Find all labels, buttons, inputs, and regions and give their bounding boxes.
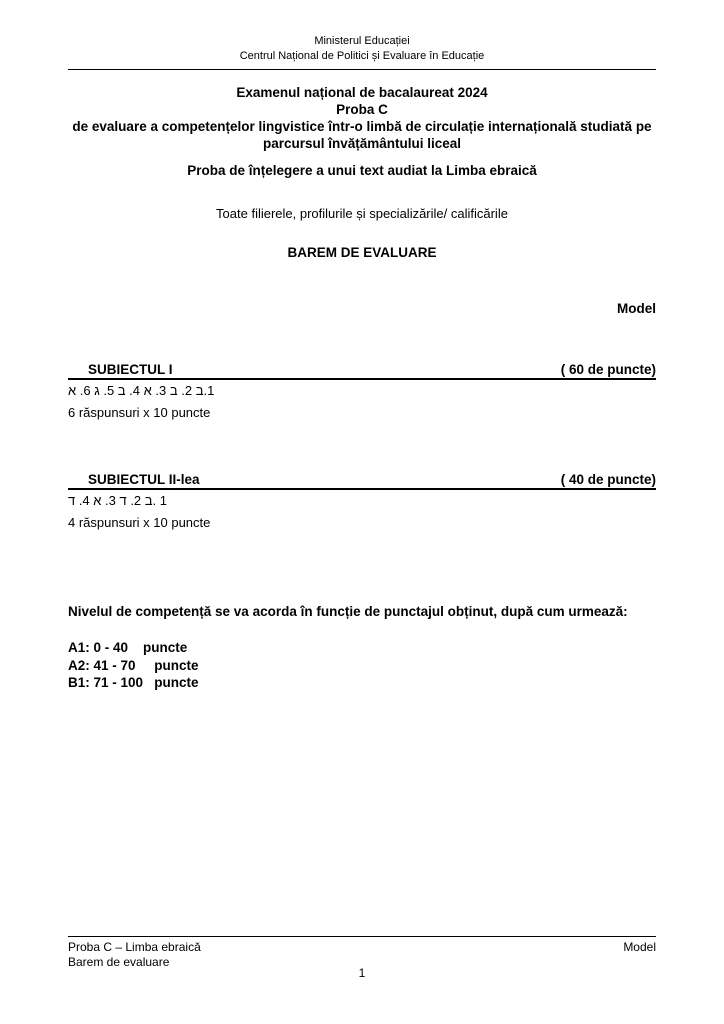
exam-profiles: Toate filierele, profilurile și specializările/ calificările xyxy=(216,206,508,221)
document-header xyxy=(68,34,656,64)
page-number: 1 xyxy=(358,966,366,980)
barem-heading: BAREM DE EVALUARE xyxy=(287,245,437,260)
subject1-title: SUBIECTUL I xyxy=(88,362,173,377)
subject2-points: ( 40 de puncte) xyxy=(560,472,656,487)
level-b1: B1: 71 - 100 puncte xyxy=(68,675,199,690)
model-label: Model xyxy=(617,301,656,316)
levels-intro: Nivelul de competență se va acorda în funcție de punctajul obținut, după cum urmează: xyxy=(68,604,628,619)
exam-test-type: Proba de înțelegere a unui text audiat la Limba ebraică xyxy=(187,163,537,178)
footer-proba-label: Proba C – Limba ebraică xyxy=(68,940,201,954)
footer-row-1 xyxy=(68,940,656,955)
exam-subtitle-proba: Proba C xyxy=(336,102,388,117)
footer-model-label: Model xyxy=(623,940,656,954)
footer-barem-label: Barem de evaluare xyxy=(68,955,170,969)
level-a1: A1: 0 - 40 puncte xyxy=(68,640,188,655)
exam-title: Examenul național de bacalaureat 2024 xyxy=(236,85,488,100)
level-a2: A2: 41 - 70 puncte xyxy=(68,657,199,673)
subject2-note: 4 răspunsuri x 10 puncte xyxy=(68,515,211,530)
levels-list xyxy=(68,639,656,692)
subject1-answers: א .6 ג .5 ב .4 א .3 ב .2 ב.1 xyxy=(68,383,215,398)
subject1-points: ( 60 de puncte) xyxy=(560,362,656,377)
ministry-name: Ministerul Educației xyxy=(314,35,410,47)
subject1-row xyxy=(68,362,656,380)
subject2-row xyxy=(68,472,656,490)
title-block xyxy=(68,84,656,261)
header-divider xyxy=(68,69,656,70)
national-center-name: Centrul Național de Politici și Evaluare în Educație xyxy=(239,50,485,62)
subject1-note: 6 răspunsuri x 10 puncte xyxy=(68,405,211,420)
subject2-answers: ד .4 א .3 ד .2 ב. 1 xyxy=(68,493,167,508)
document-footer xyxy=(68,936,656,970)
exam-description: de evaluare a competențelor lingvistice într-o limbă de circulație internațională studiată pe parcursul învățământului liceal xyxy=(72,119,652,151)
subject2-title: SUBIECTUL II-lea xyxy=(88,472,200,487)
